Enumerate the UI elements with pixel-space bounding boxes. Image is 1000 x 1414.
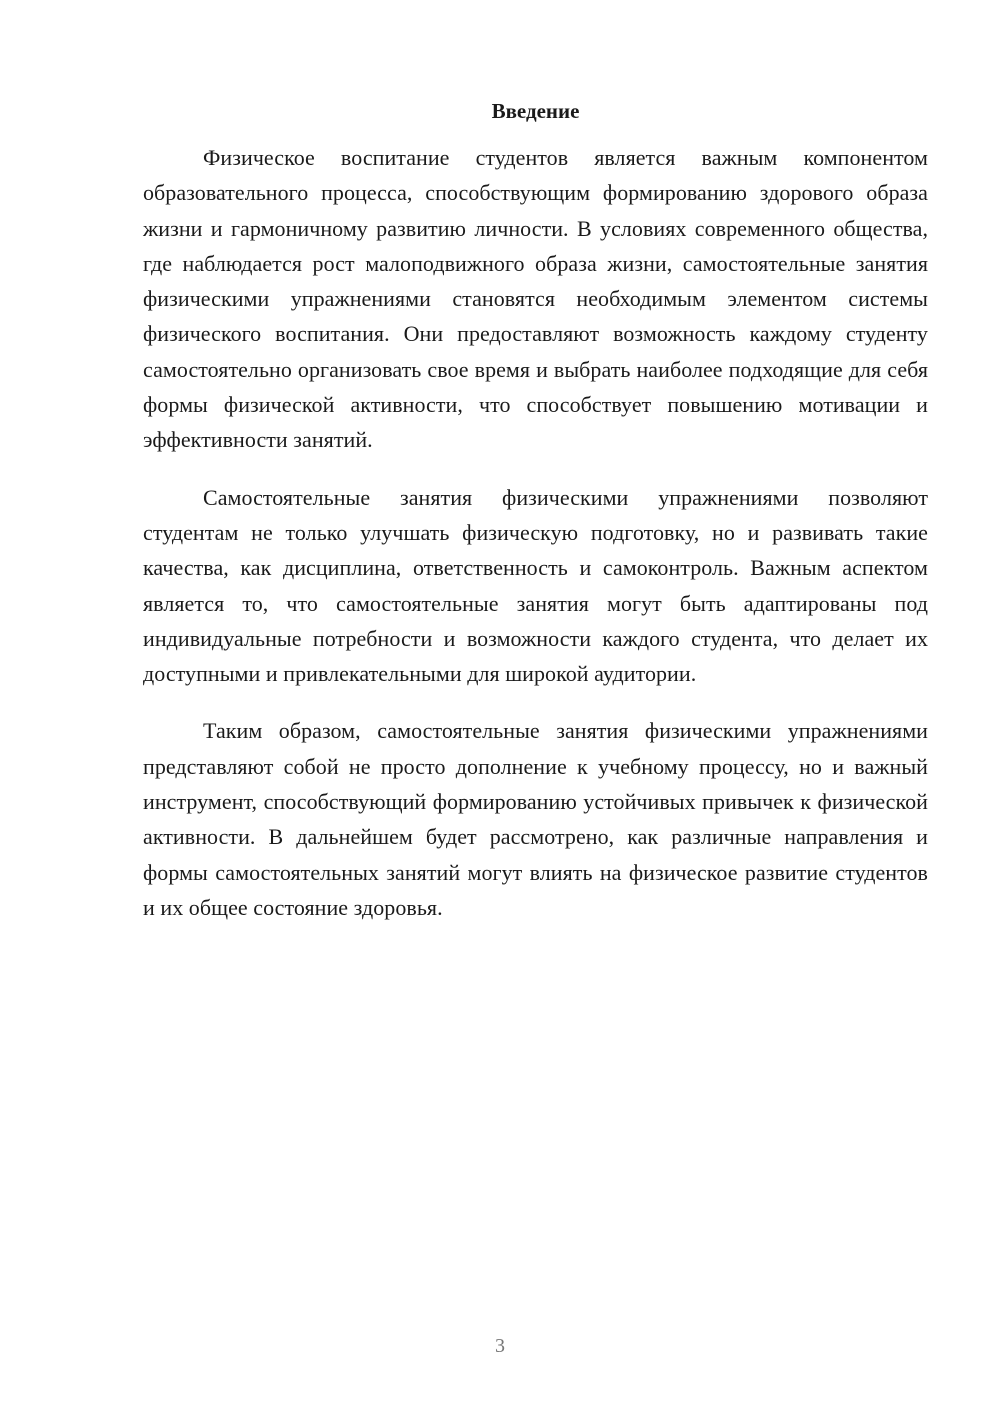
paragraph-3: Таким образом, самостоятельные занятия физическими упражнениями представляют собой не просто дополнение к учебному процессу, но и важный инструмент, способствующий формированию устойчивых привычек к физической активности. В дальнейшем будет рассмотрено, как различные направления и формы самостоятельных занятий могут влиять на физическое развитие студентов и их общее состояние здоровья. bbox=[143, 718, 928, 920]
paragraph-2: Самостоятельные занятия физическими упражнениями позволяют студентам не только улучшать физическую подготовку, но и развивать такие качества, как дисциплина, ответственность и самоконтроль. Важным аспектом является то, что самостоятельные занятия могут быть адаптированы под индивидуальные потребности и возможности каждого студента, что делает их доступными и привлекательными для широкой аудитории. bbox=[143, 484, 928, 687]
document-body bbox=[143, 96, 928, 947]
page-number: 3 bbox=[495, 1335, 505, 1357]
paragraph-1: Физическое воспитание студентов является важным компонентом образовательного процесса, способствующим формированию здорового образа жизни и гармоничному развитию личности. В условиях современного общества, где наблюдается рост малоподвижного образа жизни, самостоятельные занятия физическими упражнениями становятся необходимым элементом системы физического воспитания. Они предоставляют возможность каждому студенту самостоятельно организовать свое время и выбрать наиболее подходящие для себя формы физической активности, что способствует повышению мотивации и эффективности занятий. bbox=[143, 145, 928, 453]
section-title: Введение bbox=[491, 99, 580, 123]
